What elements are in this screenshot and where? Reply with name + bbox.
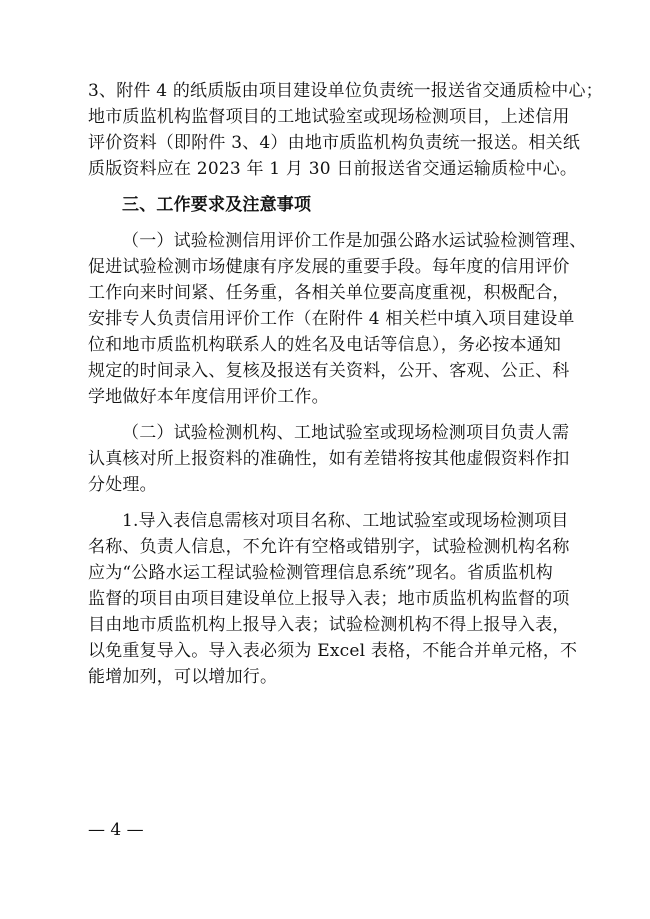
- text-line: 安排专人负责信用评价工作（在附件 4 相关栏中填入项目建设单: [88, 309, 575, 329]
- text-line: 目由地市质监机构上报导入表；试验检测机构不得上报导入表，: [88, 615, 570, 635]
- text-line: 学地做好本年度信用评价工作。: [88, 387, 329, 407]
- text-line: 以免重复导入。导入表必须为 Excel 表格，不能合并单元格，不: [88, 641, 578, 661]
- text-line: 应为“公路水运工程试验检测管理信息系统”现名。省质监机构: [88, 563, 553, 583]
- document-body: [88, 78, 603, 690]
- text-line: 能增加列，可以增加行。: [88, 667, 278, 687]
- text-line: 认真核对所上报资料的准确性，如有差错将按其他虚假资料作扣: [88, 449, 570, 469]
- text-line: 位和地市质监机构联系人的姓名及电话等信息），务必按本通知: [88, 335, 562, 355]
- paragraph-first-line: （二）试验检测机构、工地试验室或现场检测项目负责人需: [122, 423, 570, 443]
- text-line: 质版资料应在 2023 年 1 月 30 日前报送省交通运输质检中心。: [88, 159, 578, 179]
- text-line: 3、附件 4 的纸质版由项目建设单位负责统一报送省交通质检中心；: [88, 81, 603, 101]
- paragraph-first-line: 1.导入表信息需核对项目名称、工地试验室或现场检测项目: [122, 511, 569, 531]
- text-line: 地市质监机构监督项目的工地试验室或现场检测项目，上述信用: [88, 107, 570, 127]
- text-line: 工作向来时间紧、任务重，各相关单位要高度重视，积极配合，: [88, 283, 570, 303]
- text-line: 评价资料（即附件 3、4）由地市质监机构负责统一报送。相关纸: [88, 133, 581, 153]
- text-line: 规定的时间录入、复核及报送有关资料，公开、客观、公正、科: [88, 361, 570, 381]
- page-number: — 4 —: [88, 820, 144, 840]
- paragraph-first-line: （一）试验检测信用评价工作是加强公路水运试验检测管理、: [122, 231, 587, 251]
- text-line: 促进试验检测市场健康有序发展的重要手段。每年度的信用评价: [88, 257, 570, 277]
- text-line: 分处理。: [88, 475, 157, 495]
- text-line: 监督的项目由项目建设单位上报导入表；地市质监机构监督的项: [88, 589, 570, 609]
- text-line: 名称、负责人信息，不允许有空格或错别字，试验检测机构名称: [88, 537, 570, 557]
- section-heading: 三、工作要求及注意事项: [122, 195, 312, 215]
